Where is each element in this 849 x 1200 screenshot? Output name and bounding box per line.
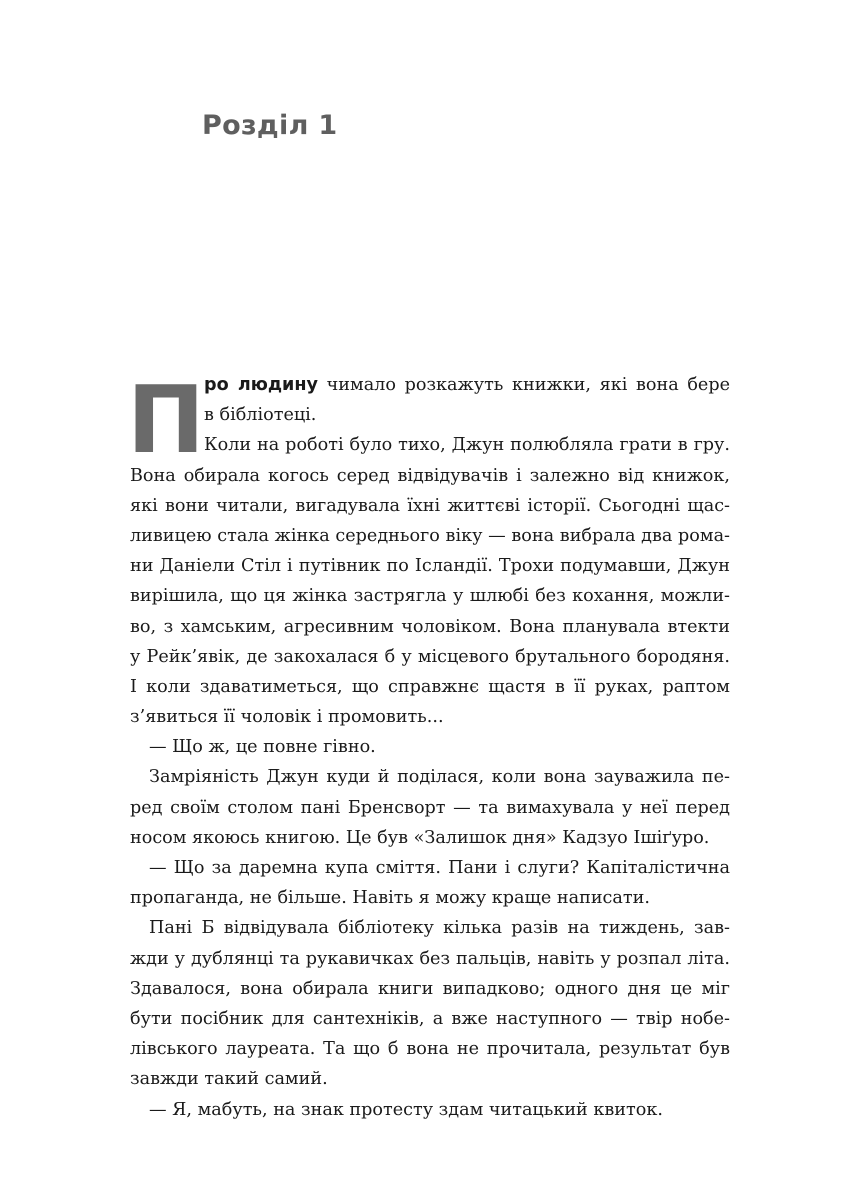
text-line: ни Даніели Стіл і путівник по Ісландії. Трохи подумавши, Джун [130, 556, 730, 577]
text-line: ред своїм столом пані Бренсворт — та вимахувала у неї перед [130, 797, 730, 818]
text-line-2: в бібліотеці. [204, 405, 317, 426]
text-line: Пані Б відвідувала бібліотеку кілька разів на тиждень, зав- [149, 918, 730, 939]
dialogue-line: — Я, мабуть, на знак протесту здам читацький квиток. [149, 1099, 663, 1120]
text-line: завжди такий самий. [130, 1069, 328, 1090]
chapter-title: Розділ 1 [202, 110, 338, 141]
text-line: І коли здаватиметься, що справжнє щастя в її руках, раптом [130, 676, 730, 697]
lead-in-words: ро людину [204, 375, 319, 395]
text-line-3: Коли на роботі було тихо, Джун полюбляла грати в гру. [204, 435, 730, 456]
text-line: пропаганда, не більше. Навіть я можу краще написати. [130, 888, 650, 909]
text-line: з’явиться її чоловік і промовить... [130, 707, 444, 728]
text-line: лівського лауреата. Та що б вона не прочитала, результат був [130, 1039, 730, 1060]
text-line: які вони читали, вигадувала їхні життєві історії. Сьогодні щас- [130, 495, 730, 516]
dialogue-line: — Що ж, це повне гівно. [149, 737, 376, 758]
chapter-text [127, 366, 730, 1125]
text-line-1 [130, 370, 730, 400]
text-line: Здавалося, вона обирала книги випадково; одного дня це міг [130, 978, 730, 999]
text-line: у Рейк’явік, де закохалася б у місцевого брутального бородяня. [130, 646, 730, 667]
text-line: Вона обирала когось серед відвідувачів і залежно від книжок, [130, 465, 730, 486]
text-line: носом якоюсь книгою. Це був «Залишок дня» Кадзуо Ішіґуро. [130, 827, 710, 848]
text-line: жди у дублянці та рукавичках без пальців, навіть у розпал літа. [130, 948, 730, 969]
text-line: ливицею стала жінка середнього віку — вона вибрала два рома- [130, 525, 730, 546]
text-line: бути посібник для сантехніків, а вже наступного — твір нобе- [130, 1008, 730, 1029]
line1-rest: чимало розкажуть книжки, які вона бере [318, 375, 730, 395]
dialogue-line: — Що за даремна купа сміття. Пани і слуги? Капіталістична [149, 858, 730, 878]
text-line: во, з хамським, агресивним чоловіком. Вона планувала втекти [130, 616, 730, 637]
drop-cap: П [127, 366, 205, 474]
text-line: Замріяність Джун куди й поділася, коли вона зауважила пе- [149, 767, 730, 788]
text-line: вирішила, що ця жінка застрягла у шлюбі без кохання, можли- [130, 586, 730, 607]
